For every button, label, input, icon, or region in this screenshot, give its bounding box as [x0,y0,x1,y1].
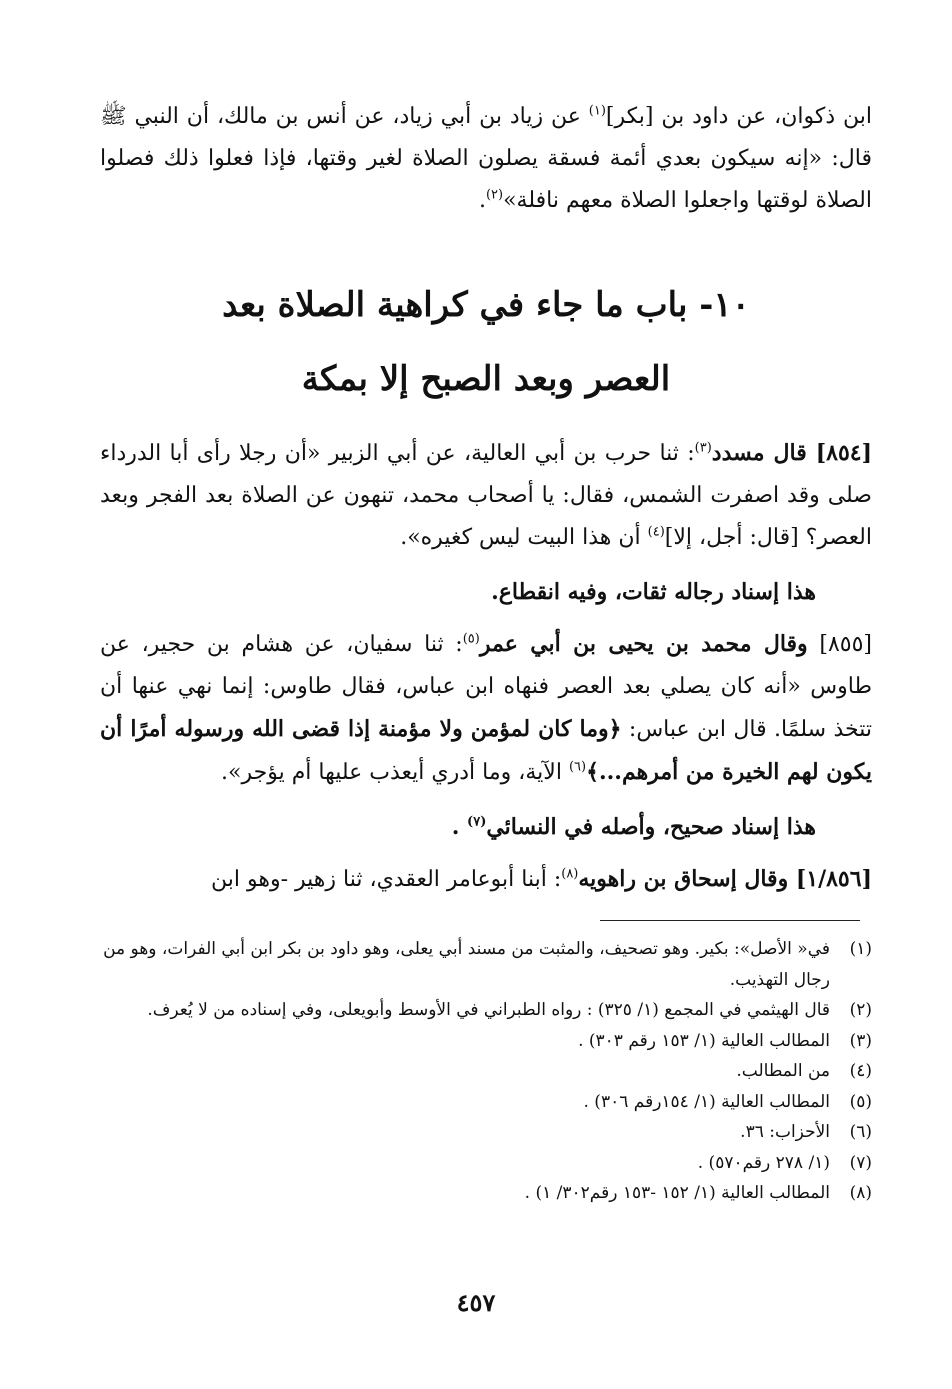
main-text [100,96,872,913]
footnote-number: (٨) [849,1183,872,1203]
footnote-item [100,1087,872,1118]
grading-855 [100,806,872,848]
footnote-number: (٢) [849,1000,872,1020]
footnote-item [100,995,872,1026]
footnote-ref: (١) [588,103,606,119]
footnote-number: (٦) [849,1122,872,1142]
footnote-item [100,1148,872,1179]
grading-text: . [451,814,468,840]
intro-text: عن زياد بن أبي زياد، عن أنس بن مالك، أن النبي ﷺ قال: «إنه سيكون بعدي أئمة فسقة يصلون الصلاة لغير وقتها، فإذا فعلوا ذلك فصلوا الصلاة لوقتها واجعلوا الصلاة معهم نافلة» [100,104,872,213]
footnote-number: (٣) [849,1030,872,1051]
hadith-lead: وقال محمد بن يحيى بن أبي عمر [479,631,808,657]
footnote-item [100,1178,872,1209]
grading-854: هذا إسناد رجاله ثقات، وفيه انقطاع. [491,579,816,605]
footnote-item [100,1117,872,1148]
chapter-heading [100,268,872,416]
footnote-number: (٥) [849,1091,872,1112]
hadith-855 [100,623,872,794]
footnote-text: (١/ ٢٧٨ رقم٥٧٠) . [697,1152,830,1173]
footnote-text: المطالب العالية (١/ ١٥٢ -١٥٣ رقم٣٠٢/ ١) . [524,1183,830,1203]
footnote-item [100,1026,872,1057]
intro-paragraph [100,96,872,222]
chapter-heading-line: ١٠- باب ما جاء في كراهية الصلاة بعد [222,285,750,325]
footnote-number: (٤) [849,1061,872,1081]
hadith-lead: [١/٨٥٦] وقال إسحاق بن راهويه [578,866,872,892]
footnote-item [100,934,872,995]
footnote-item [100,1056,872,1087]
footnote-ref: (٦) [568,759,587,775]
footnote-text: قال الهيثمي في المجمع (١/ ٣٢٥) : رواه الطبراني في الأوسط وأبويعلى، وفي إسناده من لا يُعرف. [147,1000,830,1020]
grading-text: هذا إسناد صحيح، وأصله في النسائي [486,814,816,840]
footnote-ref: (٧) [467,814,487,830]
hadith-text: أن هذا البيت ليس كغيره». [400,525,648,550]
footnote-ref: (٢) [485,187,504,203]
hadith-lead: [٨٥٤] قال مسدد [711,440,872,466]
footnote-ref: (٤) [647,524,665,540]
intro-text: ابن ذكوان، عن داود بن [بكر] [605,104,872,129]
hadith-text: : ثنا حرب بن أبي العالية، عن أبي الزبير «أن رجلا رأى أبا الدرداء صلى وقد اصفرت الشمس، فقال: يا أصحاب محمد، تنهون عن الصلاة بعد الفجر وبعد العصر؟ [قال: أجل، إلا] [100,441,872,550]
intro-text: . [478,188,486,213]
hadith-text: : ثنا سفيان، عن هشام بن حجير، عن طاوس «أنه كان يصلي بعد العصر فنهاه ابن عباس، فقال طاوس: إنما نهي عنها أن تتخذ سلمًا. قال ابن عباس: [100,632,873,742]
hadith-854 [100,432,872,559]
footnote-number: (١) [849,939,872,959]
hadith-856 [100,858,872,901]
quran-verse: ﴿وما كان لمؤمن ولا مؤمنة إذا قضى الله ورسوله أمرًا أن يكون لهم الخيرة من أمرهم...﴾ [100,716,872,785]
hadith-number: [٨٥٥] [807,632,872,657]
page-number: ٤٥٧ [456,1288,496,1317]
footnote-ref: (٨) [561,866,579,882]
footnote-text: من المطالب. [736,1061,830,1081]
hadith-text: : أبنا أبوعامر العقدي، ثنا زهير -وهو ابن [211,867,562,892]
footnote-ref: (٣) [694,440,712,456]
footnotes [100,934,872,1209]
footnote-text: المطالب العالية (١/ ١٥٤رقم ٣٠٦) . [583,1091,830,1112]
footnote-text: الأحزاب: ٣٦. [740,1122,830,1142]
footnote-text: المطالب العالية (١/ ١٥٣ رقم ٣٠٣) . [578,1030,830,1051]
hadith-text: الآية، وما أدري أيعذب عليها أم يؤجر». [221,760,569,785]
footnote-text: في« الأصل»: بكير. وهو تصحيف، والمثبت من مسند أبي يعلى، وهو داود بن بكر ابن أبي الفرات، وهو من رجال التهذيب. [103,939,830,990]
footnote-divider [600,920,860,921]
footnote-ref: (٥) [462,631,480,647]
chapter-heading-line: العصر وبعد الصبح إلا بمكة [301,359,671,399]
footnote-number: (٧) [849,1152,872,1173]
